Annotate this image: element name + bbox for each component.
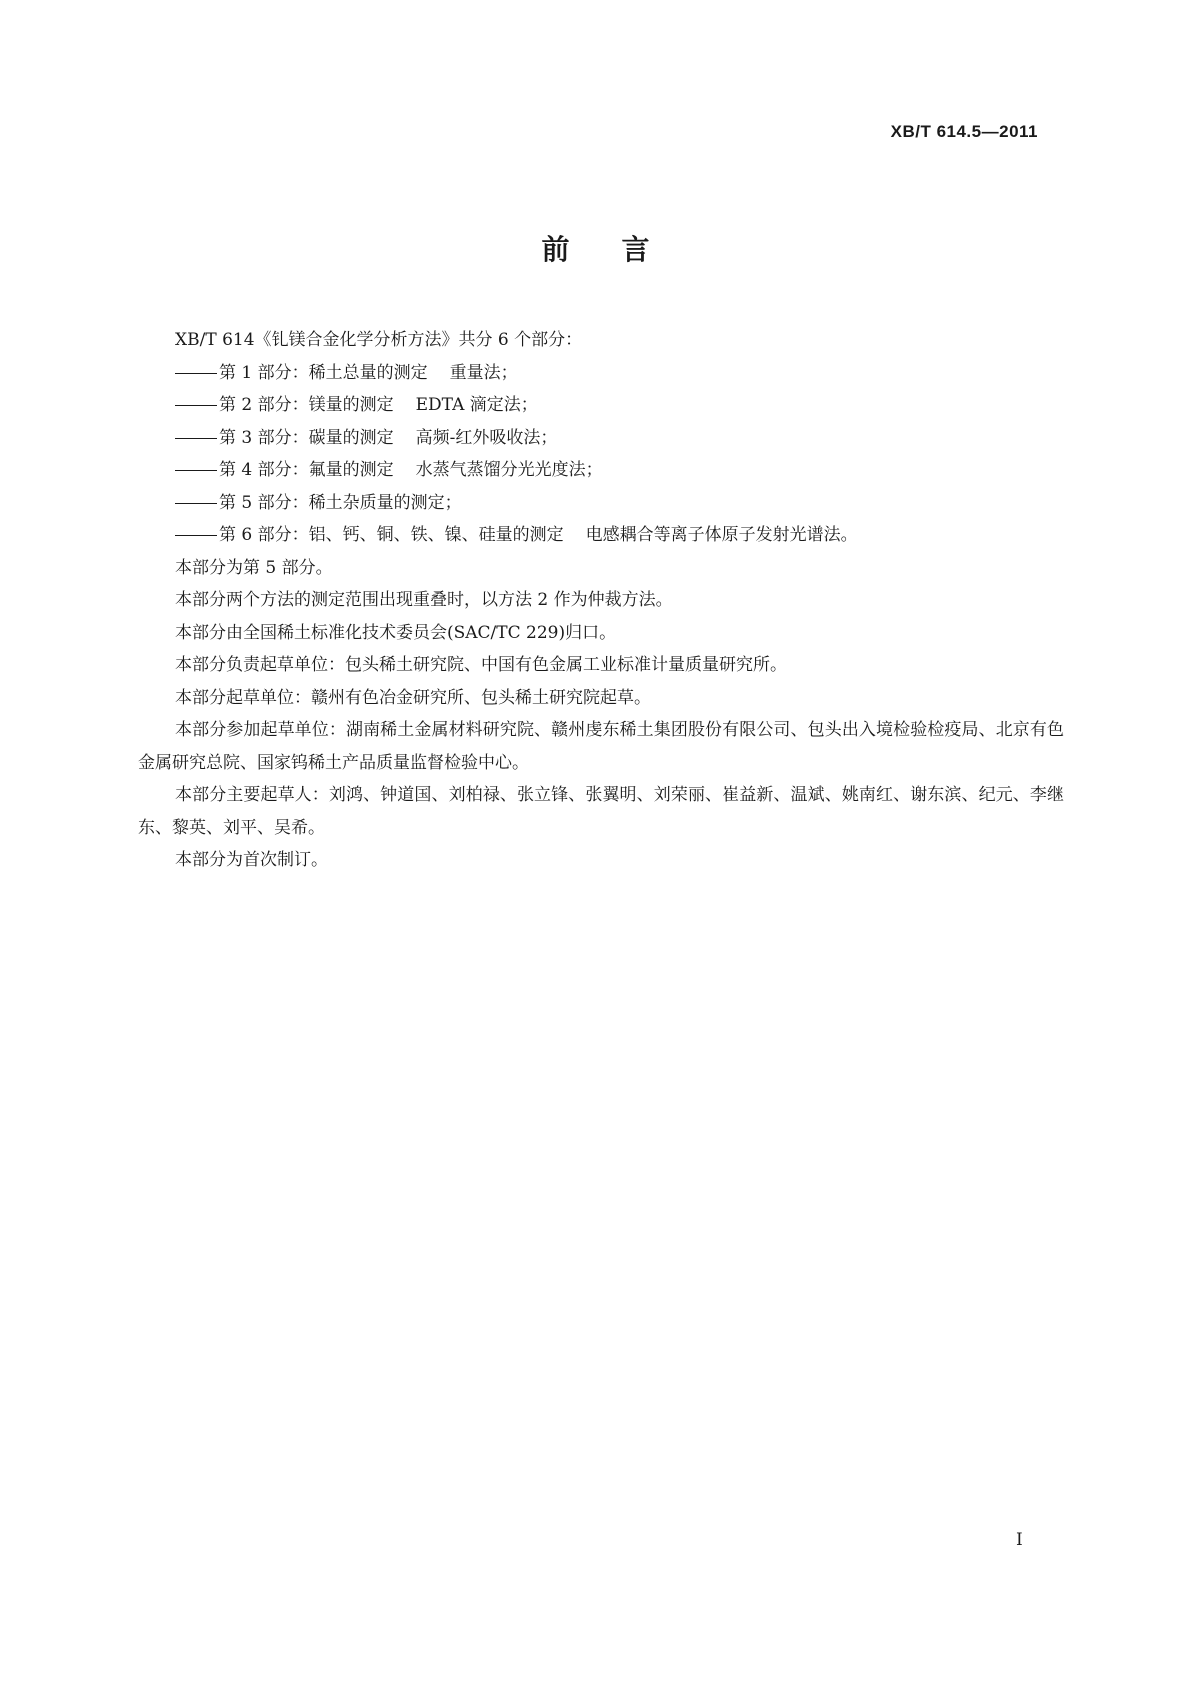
part-label: 第 4 部分：氟量的测定 <box>219 460 394 480</box>
em-dash <box>175 373 217 374</box>
paragraph-first-edition: 本部分为首次制订。 <box>175 850 328 870</box>
paragraph-drafting-units: 本部分起草单位：赣州有色冶金研究所、包头稀土研究院起草。 <box>175 687 651 708</box>
part-item-2 <box>138 389 1064 422</box>
part-label: 第 5 部分：稀土杂质量的测定； <box>219 492 462 513</box>
paragraph-drafters: 本部分主要起草人：刘鸿、钟道国、刘柏禄、张立锋、张翼明、刘荣丽、崔益新、温斌、姚南红、谢东滨、纪元、李继东、黎英、刘平、吴希。 <box>138 785 1064 838</box>
part-label: 第 1 部分：稀土总量的测定 <box>219 362 428 383</box>
part-item-5 <box>138 487 1064 520</box>
part-method: EDTA 滴定法； <box>415 395 538 415</box>
document-code: XB/T 614.5—2011 <box>890 122 1038 141</box>
part-method: 重量法； <box>449 362 518 383</box>
foreword-body <box>138 324 1064 877</box>
paragraph-participating-units: 本部分参加起草单位：湖南稀土金属材料研究院、赣州虔东稀土集团股份有限公司、包头出入境检验检疫局、北京有色金属研究总院、国家钨稀土产品质量监督检验中心。 <box>138 720 1064 773</box>
paragraph-arbitration: 本部分两个方法的测定范围出现重叠时，以方法 2 作为仲裁方法。 <box>175 590 673 610</box>
part-label: 第 2 部分：镁量的测定 <box>219 395 394 415</box>
part-label: 第 3 部分：碳量的测定 <box>219 427 394 448</box>
part-method: 水蒸气蒸馏分光光度法； <box>415 460 603 480</box>
part-item-3 <box>138 422 1064 455</box>
part-method: 高频-红外吸收法； <box>415 427 558 448</box>
page-number: I <box>1016 1530 1023 1550</box>
part-label: 第 6 部分：铝、钙、铜、铁、镍、硅量的测定 <box>219 525 564 545</box>
em-dash <box>175 503 217 504</box>
part-item-1 <box>138 357 1064 390</box>
em-dash <box>175 438 217 439</box>
part-item-6 <box>138 519 1064 552</box>
section-title: 前言 <box>541 233 702 266</box>
em-dash <box>175 405 217 406</box>
intro-paragraph: XB/T 614《钆镁合金化学分析方法》共分 6 个部分： <box>175 330 583 350</box>
paragraph-committee: 本部分由全国稀土标准化技术委员会(SAC/TC 229)归口。 <box>175 622 617 643</box>
part-method: 电感耦合等离子体原子发射光谱法。 <box>585 525 858 545</box>
em-dash <box>175 470 217 471</box>
em-dash <box>175 535 217 536</box>
paragraph-part-number: 本部分为第 5 部分。 <box>175 557 333 578</box>
paragraph-responsible-units: 本部分负责起草单位：包头稀土研究院、中国有色金属工业标准计量质量研究所。 <box>175 655 787 675</box>
part-item-4 <box>138 454 1064 487</box>
